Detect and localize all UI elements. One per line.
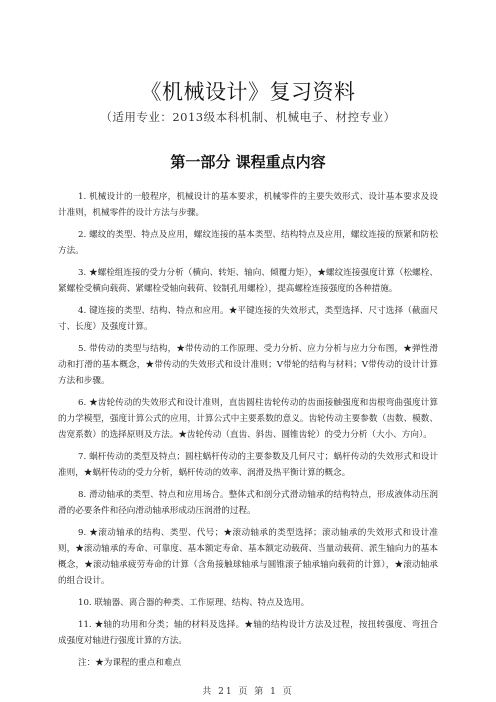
list-item: 7. 蜗杆传动的类型及特点；圆柱蜗杆传动的主要参数及几何尺寸；蜗杆传动的失效形式和设计准则，★蜗杆传动的受力分析，蜗杆传动的效率、润滑及热平衡计算的概念。: [58, 452, 438, 478]
document-subtitle: （适用专业：2013级本科机制、机械电子、材控专业）: [100, 110, 396, 124]
list-item: 9. ★滚动轴承的结构、类型、代号；★滚动轴承的类型选择；滚动轴承的失效形式和设计准则，★滚动轴承的寿命、可靠度、基本额定寿命、基本额定动载荷、当量动载荷、派生轴向力的基本概念，★滚动轴承疲劳寿命的计算（含角接触球轴承与圆锥滚子轴承轴向载荷的计算），★滚动轴承的组合设计。: [58, 528, 438, 586]
document-title: 《机械设计》复习资料: [140, 80, 356, 104]
list-item: 1. 机械设计的一般程序，机械设计的基本要求，机械零件的主要失效形式、设计基本要求及设计准则，机械零件的设计方法与步骤。: [58, 192, 438, 218]
list-item: 8. 滑动轴承的类型、特点和应用场合。整体式和剖分式滑动轴承的结构特点，形成液体动压润滑的必要条件和径向滑动轴承形成动压润滑的过程。: [58, 490, 438, 516]
list-item: 4. 键连接的类型、结构、特点和应用。★平键连接的失效形式，类型选择、尺寸选择（截面尺寸、长度）及强度计算。: [58, 306, 438, 332]
list-item: 3. ★螺栓组连接的受力分析（横向、转矩、轴向、倾覆力矩），★螺纹连接强度计算（松螺栓、紧螺栓受横向载荷、紧螺栓受轴向载荷、铰制孔用螺栓），提高螺栓连接强度的各种措施。: [58, 268, 438, 294]
list-item: 6. ★齿轮传动的失效形式和设计准则，直齿圆柱齿轮传动的齿面接触强度和齿根弯曲强度计算的力学模型，强度计算公式的应用，计算公式中主要系数的意义。齿轮传动主要参数（齿数、模数、齿宽系数）的选择原则及方法。★齿轮传动（直齿、斜齿、圆锥齿轮）的受力分析（大小、方向）。: [58, 398, 438, 440]
list-item: 11. ★轴的功用和分类；轴的材料及选择。★轴的结构设计方法及过程，按扭转强度、弯扭合成强度对轴进行强度计算的方法。: [58, 620, 438, 646]
page-number-footer: 共 21 页 第 1 页: [202, 687, 294, 697]
list-item: 5. 带传动的类型与结构，★带传动的工作原理、受力分析、应力分析与应力分布图，★弹性滑动和打滑的基本概念，★带传动的失效形式和设计准则；V带轮的结构与材料；V带传动的设计计算方法和步骤。: [58, 344, 438, 386]
list-item: 10. 联轴器、离合器的种类、工作原理、结构、特点及选用。: [78, 598, 310, 608]
note-text: 注：★为课程的重点和难点: [78, 658, 182, 668]
key-content-list: [58, 189, 438, 671]
section-heading: 第一部分 课程重点内容: [170, 153, 326, 171]
list-item: 2. 螺纹的类型、特点及应用，螺纹连接的基本类型、结构特点及应用，螺纹连接的预紧和防松方法。: [58, 230, 438, 256]
